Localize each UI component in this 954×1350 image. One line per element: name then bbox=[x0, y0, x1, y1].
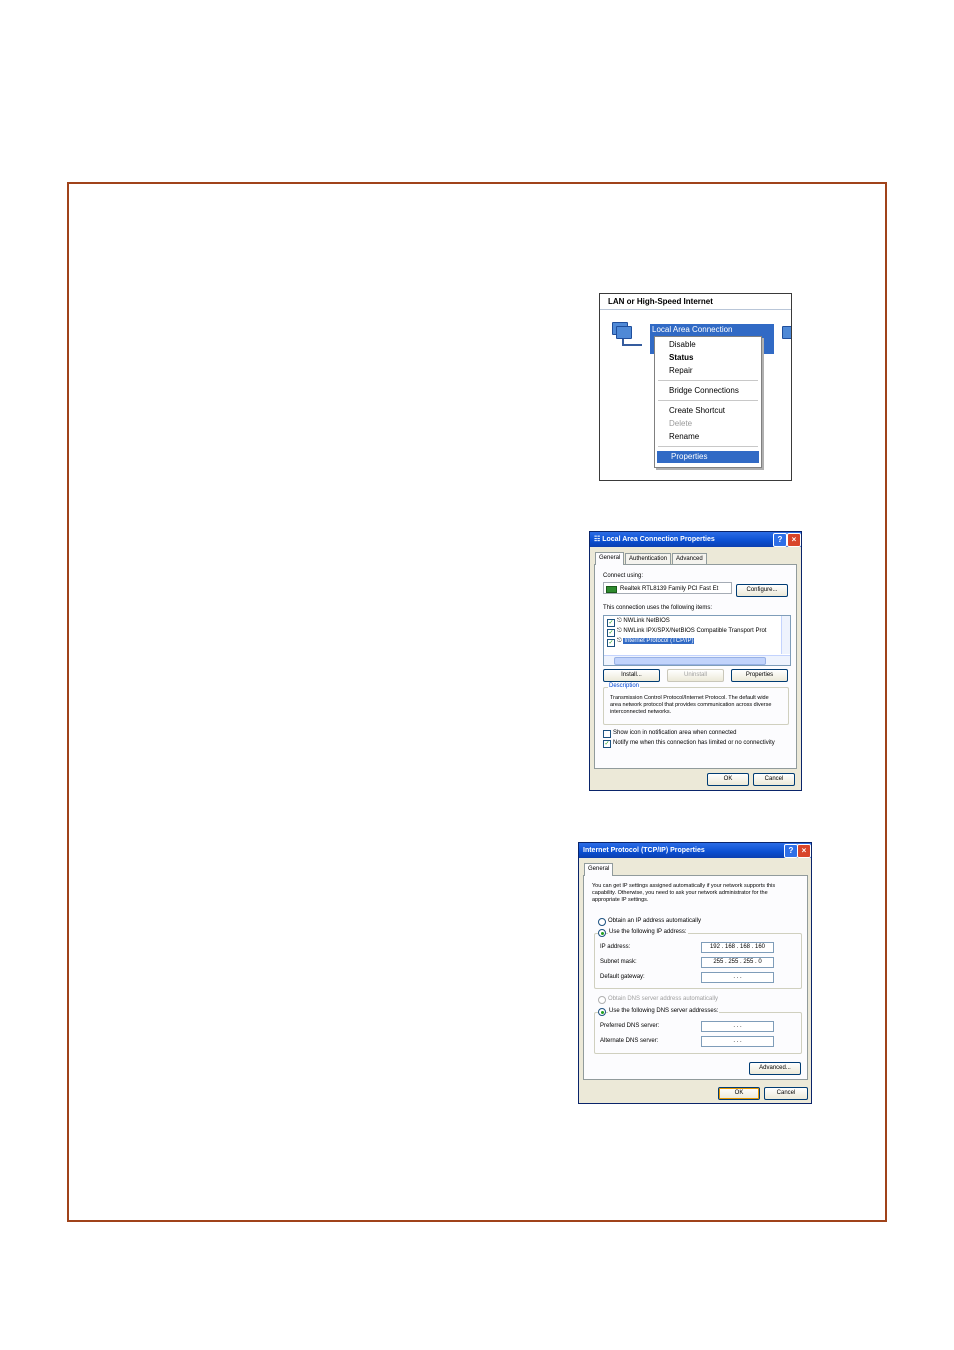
menu-item-properties[interactable]: Properties bbox=[657, 451, 759, 463]
obtain-ip-radio[interactable] bbox=[598, 918, 606, 926]
adapter-name: Realtek RTL8139 Family PCI Fast Et bbox=[620, 586, 719, 592]
notify-label: Notify me when this connection has limited or no connectivity bbox=[613, 740, 775, 746]
cancel-button[interactable]: Cancel bbox=[753, 773, 795, 786]
cancel-button[interactable]: Cancel bbox=[764, 1087, 808, 1100]
obtain-dns-radio[interactable] bbox=[598, 996, 606, 1004]
alternate-dns-label: Alternate DNS server: bbox=[600, 1038, 659, 1044]
components-list bbox=[603, 615, 791, 666]
description-text: Transmission Control Protocol/Internet Protocol. The default wide area network protocol that provides communication across diverse interconnected networks. bbox=[610, 695, 772, 715]
menu-item-delete[interactable]: Delete bbox=[669, 419, 693, 428]
use-ip-radio[interactable] bbox=[598, 929, 606, 937]
menu-item-status[interactable]: Status bbox=[669, 353, 694, 362]
menu-separator bbox=[658, 446, 758, 447]
close-icon[interactable]: × bbox=[797, 844, 811, 858]
properties-button[interactable]: Properties bbox=[731, 669, 788, 682]
use-dns-radio[interactable] bbox=[598, 1008, 606, 1016]
connection-name: Local Area Connection bbox=[652, 325, 733, 334]
item-checkbox[interactable]: ✓ bbox=[608, 630, 614, 636]
menu-item-bridge-connections[interactable]: Bridge Connections bbox=[669, 386, 739, 395]
protocol-icon: ⎋ bbox=[617, 638, 624, 644]
menu-separator bbox=[658, 400, 758, 401]
obtain-ip-label: Obtain an IP address automatically bbox=[608, 918, 701, 924]
obtain-dns-label: Obtain DNS server address automatically bbox=[608, 996, 719, 1002]
connect-using-label: Connect using: bbox=[603, 573, 644, 579]
vertical-scrollbar[interactable] bbox=[781, 616, 790, 654]
ok-button[interactable]: OK bbox=[707, 773, 749, 786]
dns-group bbox=[594, 1008, 802, 1054]
menu-item-disable[interactable]: Disable bbox=[669, 340, 696, 349]
network-connections-context-menu-screenshot bbox=[599, 293, 792, 481]
show-icon-checkbox[interactable] bbox=[603, 730, 611, 738]
use-dns-label: Use the following DNS server addresses: bbox=[609, 1008, 719, 1014]
horizontal-scrollbar[interactable] bbox=[604, 655, 790, 665]
protocol-icon: ⎋ bbox=[617, 628, 624, 634]
install-button[interactable]: Install... bbox=[603, 669, 660, 682]
item-checkbox[interactable]: ✓ bbox=[608, 620, 614, 626]
help-icon[interactable]: ? bbox=[784, 844, 798, 858]
description-group bbox=[603, 683, 789, 725]
ok-button[interactable]: OK bbox=[718, 1087, 760, 1100]
ip-address-label: IP address: bbox=[600, 944, 631, 950]
list-item[interactable]: ⎋ NWLink IPX/SPX/NetBIOS Compatible Transport Prot bbox=[617, 628, 767, 634]
uninstall-button[interactable]: Uninstall bbox=[667, 669, 724, 682]
dialog-title: Internet Protocol (TCP/IP) Properties bbox=[583, 847, 705, 854]
list-item[interactable]: ⎋ NWLink NetBIOS bbox=[617, 618, 670, 624]
tab-advanced[interactable]: Advanced bbox=[672, 553, 707, 565]
protocol-icon: ⎋ bbox=[617, 618, 624, 624]
menu-separator bbox=[658, 380, 758, 381]
subnet-mask-label: Subnet mask: bbox=[600, 959, 637, 965]
menu-item-create-shortcut[interactable]: Create Shortcut bbox=[669, 406, 726, 415]
context-menu bbox=[654, 336, 762, 468]
intro-text: You can get IP settings assigned automatically if your network supports this capability. Otherwise, you need to ask your network administrator for the appropriate IP settings. bbox=[592, 883, 776, 903]
subnet-mask-field[interactable]: 255 . 255 . 255 . 0 bbox=[701, 957, 774, 968]
general-tab-panel bbox=[583, 875, 808, 1080]
network-connection-icon bbox=[780, 322, 792, 344]
preferred-dns-field[interactable]: . . . bbox=[701, 1021, 774, 1032]
tcpip-properties-dialog bbox=[578, 842, 812, 1104]
default-gateway-label: Default gateway: bbox=[600, 974, 645, 980]
list-item[interactable]: ⎋ Internet Protocol (TCP/IP) bbox=[617, 638, 694, 644]
close-icon[interactable]: × bbox=[787, 533, 801, 547]
default-gateway-field[interactable]: . . . bbox=[701, 972, 774, 983]
help-icon[interactable]: ? bbox=[773, 533, 787, 547]
use-ip-label: Use the following IP address: bbox=[609, 929, 687, 935]
general-tab-panel bbox=[594, 564, 797, 769]
network-card-icon bbox=[606, 586, 617, 593]
configure-button[interactable]: Configure... bbox=[736, 584, 788, 597]
ip-address-group bbox=[594, 929, 802, 989]
menu-item-rename[interactable]: Rename bbox=[669, 432, 700, 441]
menu-item-repair[interactable]: Repair bbox=[669, 366, 693, 375]
description-label: Description bbox=[609, 683, 640, 689]
item-checkbox[interactable]: ✓ bbox=[608, 640, 614, 646]
dialog-title-bar bbox=[590, 532, 801, 547]
tab-authentication[interactable]: Authentication bbox=[625, 553, 671, 565]
items-label: This connection uses the following items: bbox=[603, 605, 713, 611]
ip-address-field[interactable]: 192 . 168 . 168 . 160 bbox=[701, 942, 774, 953]
dialog-title-bar bbox=[579, 843, 811, 858]
tab-general[interactable]: General bbox=[584, 863, 613, 876]
notify-checkbox[interactable]: ✓ bbox=[604, 741, 610, 747]
scrollbar-thumb[interactable] bbox=[614, 657, 766, 665]
dialog-title: Local Area Connection Properties bbox=[602, 536, 715, 543]
tab-general[interactable]: General bbox=[595, 552, 624, 565]
show-icon-label: Show icon in notification area when connected bbox=[613, 730, 737, 736]
preferred-dns-label: Preferred DNS server: bbox=[600, 1023, 660, 1029]
network-icon: ☷ bbox=[594, 536, 603, 543]
advanced-button[interactable]: Advanced... bbox=[749, 1062, 801, 1075]
adapter-field bbox=[603, 582, 732, 594]
network-connection-icon bbox=[610, 322, 632, 344]
alternate-dns-field[interactable]: . . . bbox=[701, 1036, 774, 1047]
local-area-connection-properties-dialog bbox=[589, 531, 802, 791]
section-header: LAN or High-Speed Internet bbox=[600, 294, 791, 310]
